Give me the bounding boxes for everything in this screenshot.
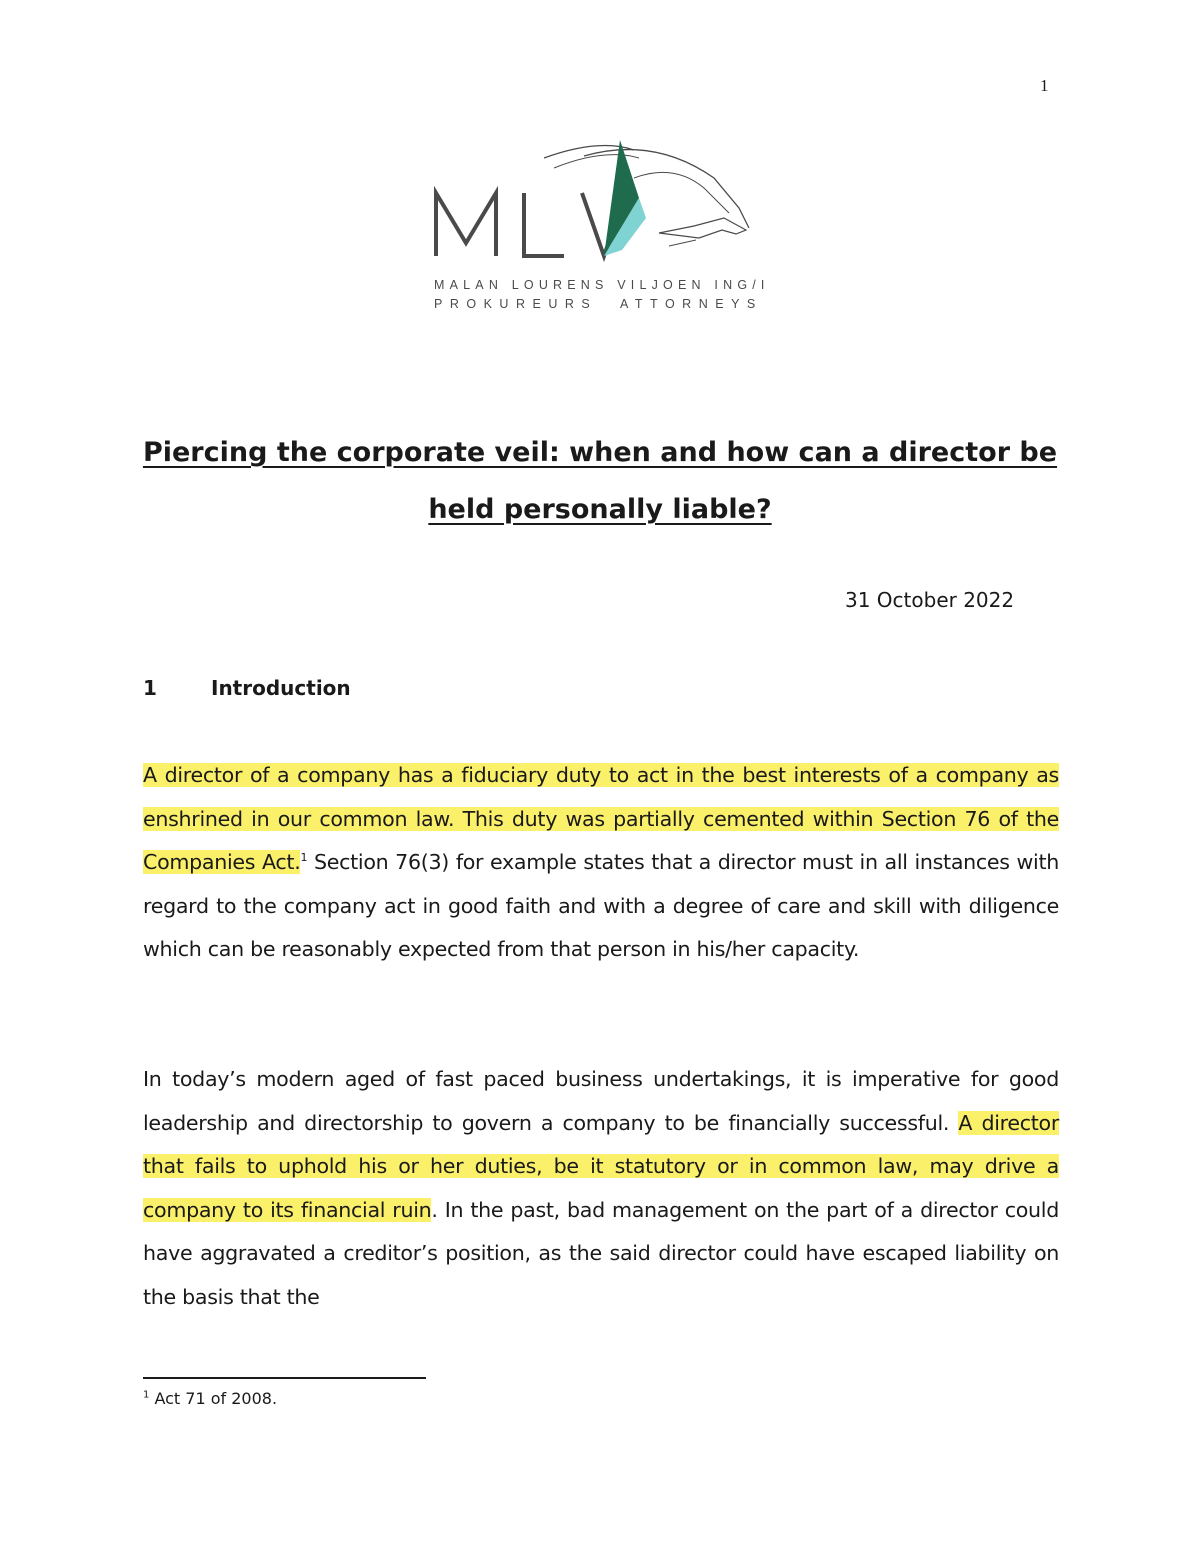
paragraph-text: In today’s modern aged of fast paced business undertakings, it is imperative for good leadership and directorship to govern a company to be financially successful.	[143, 1067, 1059, 1135]
section-heading	[143, 676, 351, 700]
section-number: 1	[143, 676, 157, 700]
document-title: Piercing the corporate veil: when and how can a director be held personally liable?	[142, 437, 1058, 525]
document-date: 31 October 2022	[845, 588, 1015, 612]
paragraph-introduction	[143, 754, 1059, 972]
section-title: Introduction	[211, 676, 351, 700]
highlighted-text: A director that fails to uphold his or her duties, be it statutory or in common law, may drive a company to its financial ruin	[143, 1110, 1059, 1222]
logo-tagline-left: PROKUREURS	[434, 297, 598, 311]
footnote-divider	[143, 1377, 426, 1379]
paragraph-business-context	[143, 1058, 1059, 1319]
footnote-marker: 1	[143, 1389, 150, 1401]
paragraph-text: . In the past, bad management on the part of a director could have aggravated a creditor’s position, as the said director could have escaped liability on the basis that the	[143, 1197, 1059, 1309]
highlighted-text: A director of a company has a fiduciary duty to act in the best interests of a company as enshrined in our common law. This duty was partially cemented within Section 76 of the Companies Act.	[143, 763, 1059, 874]
footnote-text: Act 71 of 2008.	[149, 1389, 278, 1408]
logo-firm-name: MALAN LOURENS VILJOEN ING/INC	[434, 278, 764, 292]
page-number: 1	[1040, 76, 1049, 95]
logo-monogram: MLV	[424, 138, 426, 139]
footnote	[143, 1389, 277, 1408]
paragraph-text: Section 76(3) for example states that a director must in all instances with regard to the company act in good faith and with a degree of care and skill with diligence which can be reasonably expected from that person in his/her capacity.	[143, 850, 1060, 961]
footnote-reference[interactable]: 1	[300, 851, 308, 865]
firm-logo	[424, 138, 764, 318]
mlv-logo-graphic	[424, 138, 764, 318]
logo-tagline-right: ATTORNEYS	[620, 297, 763, 311]
